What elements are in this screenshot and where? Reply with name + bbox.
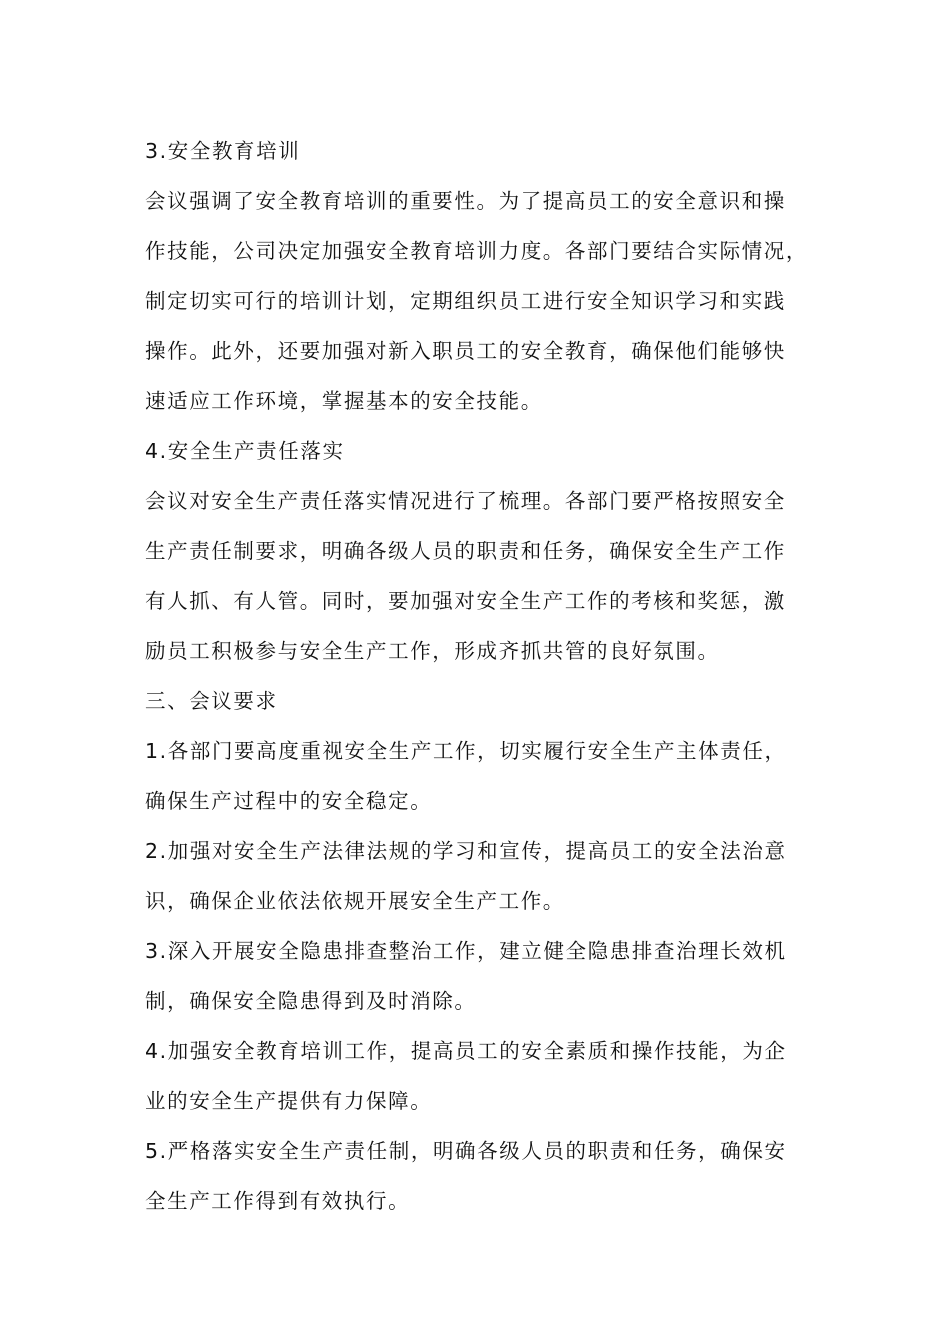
list-item-3-line: 制，确保安全隐患得到及时消除。	[145, 989, 477, 1013]
list-item-5-line: 5.严格落实安全生产责任制，明确各级人员的职责和任务，确保安	[145, 1139, 787, 1163]
section-heading-4-responsibility: 4.安全生产责任落实	[145, 439, 345, 463]
paragraph-line: 有人抓、有人管。同时，要加强对安全生产工作的考核和奖惩，激	[145, 589, 786, 613]
paragraph-line: 励员工积极参与安全生产工作，形成齐抓共管的良好氛围。	[145, 639, 720, 663]
paragraph-line: 会议对安全生产责任落实情况进行了梳理。各部门要严格按照安全	[145, 489, 786, 513]
paragraph-line: 作技能，公司决定加强安全教育培训力度。各部门要结合实际情况，	[145, 239, 808, 263]
paragraph-line: 操作。此外，还要加强对新入职员工的安全教育，确保他们能够快	[145, 339, 786, 363]
list-item-4-line: 4.加强安全教育培训工作，提高员工的安全素质和操作技能，为企	[145, 1039, 787, 1063]
list-item-2-line: 2.加强对安全生产法律法规的学习和宣传，提高员工的安全法治意	[145, 839, 787, 863]
paragraph-line: 生产责任制要求，明确各级人员的职责和任务，确保安全生产工作	[145, 539, 786, 563]
section-heading-3-safety-training: 3.安全教育培训	[145, 139, 301, 163]
paragraph-line: 速适应工作环境，掌握基本的安全技能。	[145, 389, 543, 413]
list-item-2-line: 识，确保企业依法依规开展安全生产工作。	[145, 889, 565, 913]
list-item-4-line: 业的安全生产提供有力保障。	[145, 1089, 433, 1113]
paragraph-line: 会议强调了安全教育培训的重要性。为了提高员工的安全意识和操	[145, 189, 786, 213]
document-body	[145, 126, 817, 1226]
list-item-1-line: 1.各部门要高度重视安全生产工作，切实履行安全生产主体责任，	[145, 739, 787, 763]
paragraph-line: 制定切实可行的培训计划，定期组织员工进行安全知识学习和实践	[145, 289, 786, 313]
list-item-1-line: 确保生产过程中的安全稳定。	[145, 789, 433, 813]
list-item-3-line: 3.深入开展安全隐患排查整治工作，建立健全隐患排查治理长效机	[145, 939, 787, 963]
section-heading-meeting-requirements: 三、会议要求	[145, 689, 278, 713]
list-item-5-line: 全生产工作得到有效执行。	[145, 1189, 411, 1213]
